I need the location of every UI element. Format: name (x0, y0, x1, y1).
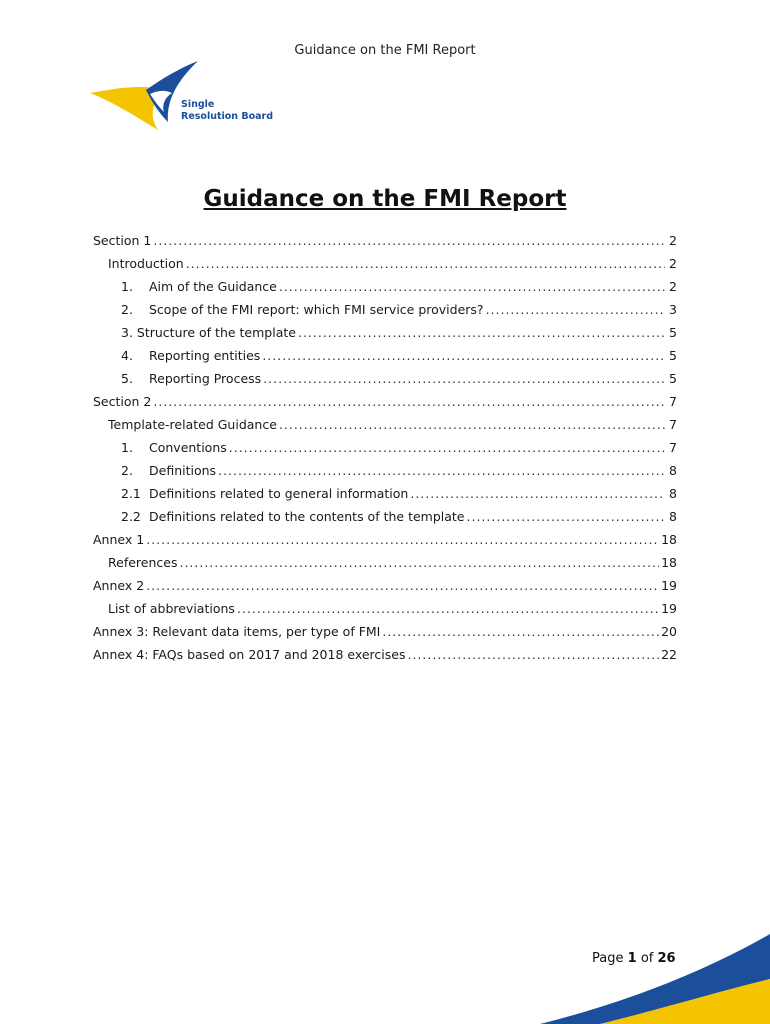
toc-entry-page: 5 (669, 325, 677, 340)
toc-entry-page: 2 (669, 279, 677, 294)
corner-decoration (540, 934, 770, 1024)
toc-entry-label-group (121, 371, 261, 386)
toc-entry[interactable] (93, 624, 677, 647)
toc-entry-label: Annex 1 (93, 532, 145, 547)
toc-dot-leader (229, 440, 665, 455)
toc-entry-label: Definitions related to the contents of the template (149, 509, 465, 524)
toc-entry-page: 8 (669, 509, 677, 524)
toc-entry-label-group (121, 509, 465, 524)
toc-entry-page: 19 (661, 578, 677, 593)
toc-entry-label-group (93, 233, 151, 248)
toc-entry-label: 3. Structure of the template (121, 325, 296, 340)
toc-entry-page: 22 (661, 647, 677, 662)
toc-dot-leader (279, 417, 665, 432)
logo-wordmark (181, 99, 273, 123)
toc-entry-label-group (93, 624, 380, 639)
toc-entry-label: References (108, 555, 178, 570)
toc-dot-leader (382, 624, 659, 639)
toc-entry-page: 18 (661, 532, 677, 547)
toc-entry[interactable] (93, 578, 677, 601)
toc-dot-leader (237, 601, 659, 616)
toc-dot-leader (218, 463, 665, 478)
toc-entry-page: 8 (669, 463, 677, 478)
toc-entry-number: 2. (121, 302, 133, 317)
toc-entry-page: 7 (669, 417, 677, 432)
toc-dot-leader (179, 555, 659, 570)
toc-entry-number: 2.2 (121, 509, 141, 524)
toc-entry-label: Section 1 (93, 233, 152, 248)
toc-entry[interactable] (93, 555, 677, 578)
toc-entry-label-group (108, 256, 184, 271)
toc-entry[interactable] (93, 279, 677, 302)
toc-entry[interactable] (93, 233, 677, 256)
toc-entry-page: 8 (669, 486, 677, 501)
toc-entry-label: Reporting entities (149, 348, 261, 363)
toc-entry-label: Aim of the Guidance (149, 279, 277, 294)
toc-entry[interactable] (93, 417, 677, 440)
srb-logo-mark (88, 60, 288, 135)
toc-entry-number: 1. (121, 440, 133, 455)
toc-entry-page: 3 (669, 302, 677, 317)
toc-entry-label: Template-related Guidance (108, 417, 277, 432)
toc-dot-leader (186, 256, 665, 271)
toc-entry-label: Annex 2 (93, 578, 145, 593)
toc-entry-label-group (93, 394, 151, 409)
toc-entry[interactable] (93, 647, 677, 670)
toc-dot-leader (407, 647, 659, 662)
toc-entry-page: 2 (669, 256, 677, 271)
toc-entry[interactable] (93, 509, 677, 532)
toc-entry-label: Annex 3: Relevant data items, per type of FMI (93, 624, 381, 639)
toc-entry-label: Section 2 (93, 394, 152, 409)
toc-entry-page: 5 (669, 348, 677, 363)
table-of-contents (93, 233, 677, 670)
toc-entry-label: Definitions (149, 463, 217, 478)
toc-entry-number: 2. (121, 463, 133, 478)
toc-entry-label: Reporting Process (149, 371, 262, 386)
toc-entry-page: 18 (661, 555, 677, 570)
toc-entry-label: Annex 4: FAQs based on 2017 and 2018 exercises (93, 647, 406, 662)
toc-entry-number: 1. (121, 279, 133, 294)
page-word: Page (592, 951, 624, 966)
of-word: of (640, 951, 654, 966)
toc-entry[interactable] (93, 440, 677, 463)
toc-entry-label-group (93, 578, 144, 593)
toc-entry-number: 5. (121, 371, 133, 386)
toc-entry-label-group (121, 463, 216, 478)
toc-dot-leader (146, 532, 659, 547)
logo-line-2: Resolution Board (181, 111, 274, 122)
toc-entry-label: Scope of the FMI report: which FMI service providers? (149, 302, 484, 317)
toc-dot-leader (486, 302, 665, 317)
toc-entry-label-group (93, 532, 144, 547)
toc-entry-label-group (121, 302, 484, 317)
toc-dot-leader (410, 486, 665, 501)
toc-entry[interactable] (93, 256, 677, 279)
running-header: Guidance on the FMI Report (294, 43, 476, 58)
toc-dot-leader (153, 233, 665, 248)
toc-dot-leader (467, 509, 666, 524)
toc-entry[interactable] (93, 486, 677, 509)
toc-entry-number: 2.1 (121, 486, 141, 501)
toc-entry-label: Definitions related to general information (149, 486, 409, 501)
toc-entry-label: Introduction (108, 256, 184, 271)
toc-entry-page: 20 (661, 624, 677, 639)
toc-entry[interactable] (93, 371, 677, 394)
toc-entry-label-group (93, 647, 405, 662)
toc-entry-label-group (108, 417, 277, 432)
toc-entry[interactable] (93, 394, 677, 417)
document-title: Guidance on the FMI Report (203, 186, 567, 212)
toc-dot-leader (153, 394, 665, 409)
toc-entry[interactable] (93, 601, 677, 624)
toc-dot-leader (279, 279, 665, 294)
toc-entry-page: 7 (669, 440, 677, 455)
toc-entry-page: 7 (669, 394, 677, 409)
toc-dot-leader (263, 371, 665, 386)
current-page: 1 (627, 951, 637, 966)
toc-dot-leader (262, 348, 665, 363)
toc-entry-label-group (121, 348, 260, 363)
toc-entry-label-group (121, 440, 227, 455)
toc-entry[interactable] (93, 302, 677, 325)
toc-dot-leader (146, 578, 659, 593)
toc-entry-label: Conventions (149, 440, 227, 455)
toc-entry[interactable] (93, 463, 677, 486)
toc-entry[interactable] (93, 532, 677, 555)
toc-entry-number: 4. (121, 348, 133, 363)
toc-entry-page: 5 (669, 371, 677, 386)
toc-dot-leader (298, 325, 665, 340)
toc-entry-label-group (108, 601, 235, 616)
toc-entry-label-group (121, 279, 277, 294)
total-pages: 26 (657, 951, 676, 966)
toc-entry-label-group (108, 555, 177, 570)
toc-entry-page: 2 (669, 233, 677, 248)
toc-entry-page: 19 (661, 601, 677, 616)
toc-entry[interactable] (93, 348, 677, 371)
toc-entry-label-group (121, 325, 296, 340)
toc-entry-label-group (121, 486, 408, 501)
toc-entry[interactable] (93, 325, 677, 348)
logo-line-1: Single (181, 99, 215, 110)
toc-entry-label: List of abbreviations (108, 601, 235, 616)
